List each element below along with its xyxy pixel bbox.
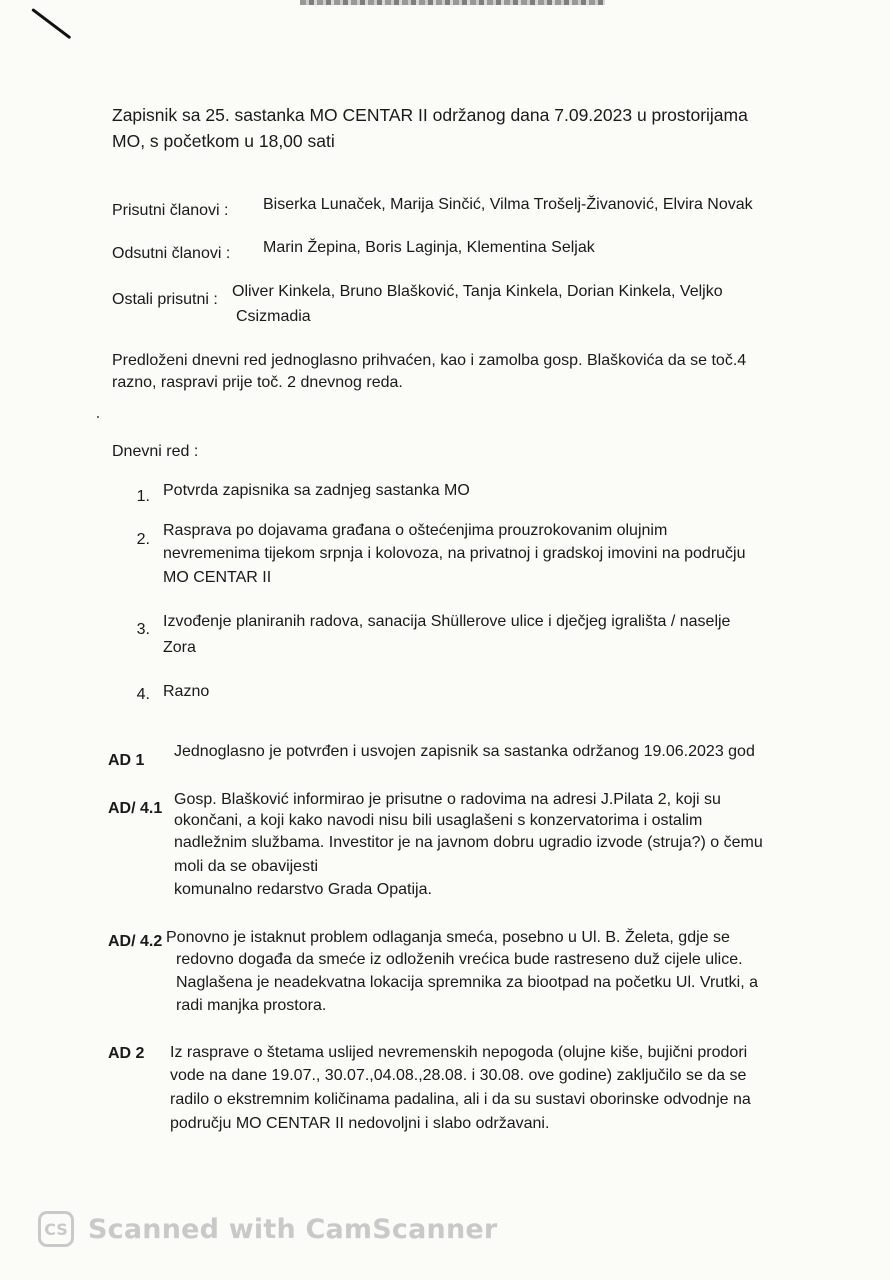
section-text: moli da se obavijesti — [174, 858, 319, 875]
section-text: Ponovno je istaknut problem odlaganja smeća, posebno u Ul. B. Želeta, gdje se — [166, 929, 730, 946]
other-attendees-names: Oliver Kinkela, Bruno Blašković, Tanja Kinkela, Dorian Kinkela, Veljko — [232, 283, 723, 300]
scan-speck — [97, 416, 99, 418]
camscanner-logo-icon: CS — [38, 1211, 74, 1247]
absent-members-label: Odsutni članovi : — [112, 245, 231, 262]
agenda-item-number: 4. — [136, 686, 150, 703]
camscanner-watermark-text: Scanned with CamScanner — [88, 1213, 498, 1245]
scan-top-edge — [300, 0, 605, 5]
agenda-item-number: 3. — [136, 621, 150, 638]
agenda-item-text: Izvođenje planiranih radova, sanacija Shüllerove ulice i dječjeg igrališta / naselje — [163, 613, 731, 630]
section-text: Gosp. Blašković informirao je prisutne o radovima na adresi J.Pilata 2, koji su — [174, 791, 721, 808]
section-text: Iz rasprave o štetama uslijed nevremenskih nepogoda (olujne kiše, bujični prodori — [170, 1044, 748, 1061]
absent-members-names: Marin Žepina, Boris Laginja, Klementina Seljak — [263, 239, 595, 256]
agenda-acceptance-note-line-1: Predloženi dnevni red jednoglasno prihvaćen, kao i zamolba gosp. Blaškovića da se toč.4 — [112, 352, 747, 369]
section-text: komunalno redarstvo Grada Opatija. — [174, 881, 432, 898]
present-members-names: Biserka Lunaček, Marija Sinčić, Vilma Trošelj-Živanović, Elvira Novak — [263, 196, 753, 213]
section-label: AD/ 4.2 — [108, 933, 163, 950]
agenda-item-text: nevremenima tijekom srpnja i kolovoza, na privatnoj i gradskoj imovini na području — [163, 545, 746, 562]
section-text: vode na dane 19.07., 30.07.,04.08.,28.08. i 30.08. ove godine) zaključilo se da se — [170, 1067, 747, 1084]
section-text: radilo o ekstremnim količinama padalina, ali i da su sustavi oborinske odvodnje na — [170, 1091, 751, 1108]
document-title-line-1: Zapisnik sa 25. sastanka MO CENTAR II održanog dana 7.09.2023 u prostorijama — [112, 105, 748, 125]
agenda-item-text: Rasprava po dojavama građana o oštećenjima prouzrokovanim olujnim — [163, 522, 668, 539]
agenda-acceptance-note-line-2: razno, raspravi prije toč. 2 dnevnog reda. — [112, 374, 403, 391]
section-text: redovno događa da smeće iz odloženih vrećica bude rastreseno duž cijele ulice. — [176, 951, 743, 968]
camscanner-watermark — [38, 1209, 497, 1249]
section-text: okončani, a koji kako navodi nisu bili usaglašeni s konzervatorima i ostalim — [174, 812, 703, 829]
section-text: Jednoglasno je potvrđen i usvojen zapisnik sa sastanka održanog 19.06.2023 god — [174, 743, 755, 760]
agenda-item-text: Zora — [163, 639, 196, 656]
agenda-item-number: 1. — [136, 488, 150, 505]
pencil-mark — [31, 8, 71, 39]
other-attendees-names-continued: Csizmadia — [236, 308, 311, 325]
section-text: Naglašena je neadekvatna lokacija spremnika za biootpad na početku Ul. Vrutki, a — [176, 974, 758, 991]
other-attendees-label: Ostali prisutni : — [112, 291, 218, 308]
section-label: AD 2 — [108, 1045, 145, 1062]
agenda-item-text: Potvrda zapisnika sa zadnjeg sastanka MO — [163, 482, 470, 499]
section-label: AD 1 — [108, 752, 145, 769]
agenda-title: Dnevni red : — [112, 443, 199, 460]
agenda-item-text: MO CENTAR II — [163, 569, 272, 586]
document-title-line-2: MO, s početkom u 18,00 sati — [112, 131, 335, 151]
section-text: radi manjka prostora. — [176, 997, 327, 1014]
present-members-label: Prisutni članovi : — [112, 202, 229, 219]
section-text: području MO CENTAR II nedovoljni i slabo održavani. — [170, 1115, 550, 1132]
section-label: AD/ 4.1 — [108, 800, 163, 817]
agenda-item-text: Razno — [163, 683, 210, 700]
section-text: nadležnim službama. Investitor je na javnom dobru ugradio izvode (struja?) o čemu — [174, 834, 763, 851]
agenda-item-number: 2. — [136, 531, 150, 548]
